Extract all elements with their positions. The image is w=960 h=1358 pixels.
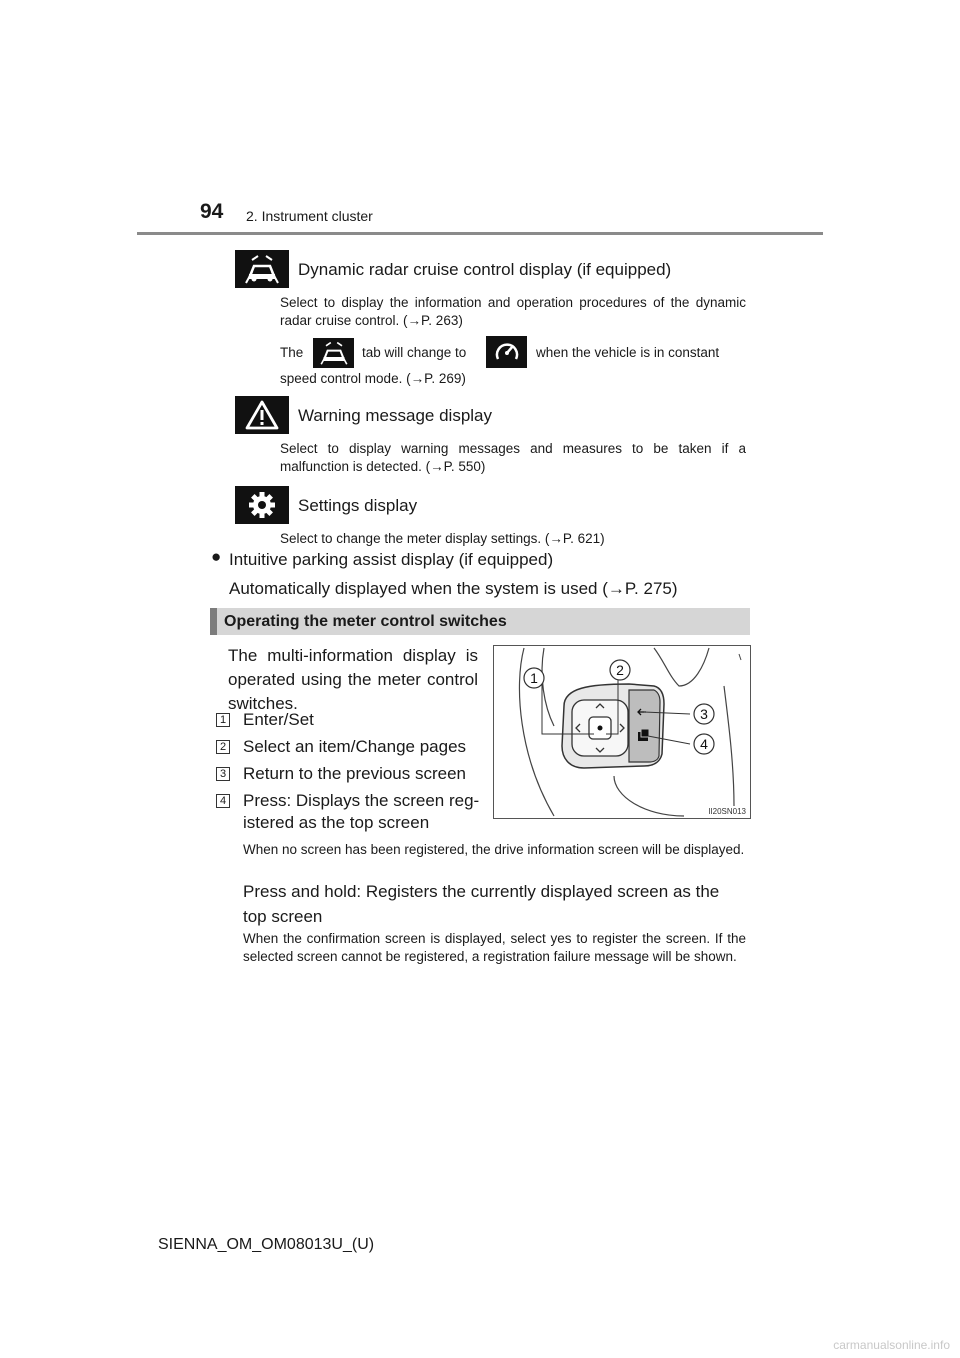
steering-switch-diagram [493, 645, 751, 819]
speed-control-gauge-icon [486, 336, 527, 368]
hold-note: When the confirmation screen is displayed, select yes to register the screen. If the selected screen cannot be registered, a registration failure message will be shown. [243, 931, 746, 964]
hold-text: Press and hold: Registers the currently displayed screen as the top screen [243, 882, 720, 926]
callout-3: 3 [700, 706, 708, 722]
header-rule [137, 232, 823, 235]
item-desc-radar-cruise: Select to display the information and operation procedures of the dynamic radar cruise control. (→P. 263) [280, 295, 746, 328]
list-item-return: Return to the previous screen [243, 764, 467, 783]
list-item-press-cont: istered as the top screen [243, 813, 430, 832]
item-desc-settings: Select to change the meter display settings. (→P. 621) [280, 531, 605, 546]
press-note: When no screen has been registered, the drive information screen will be displayed. [243, 842, 745, 857]
gear-icon [235, 486, 289, 524]
list-number-1: 1 [216, 713, 230, 727]
list-number-3: 3 [216, 767, 230, 781]
intro-line-2: operated using the meter control [228, 670, 478, 689]
item-title-radar-cruise: Dynamic radar cruise control display (if equipped) [298, 260, 672, 279]
callout-1: 1 [530, 670, 538, 686]
footer-doc-code: SIENNA_OM_OM08013U_(U) [158, 1236, 375, 1253]
callout-4: 4 [700, 736, 708, 752]
page-number: 94 [200, 200, 224, 223]
note-text-middle: tab will change to [362, 345, 467, 360]
callout-2: 2 [616, 662, 624, 678]
list-number-2: 2 [216, 740, 230, 754]
item-title-warning: Warning message display [298, 406, 493, 425]
radar-cruise-car-icon [313, 338, 354, 368]
note-text-line2: speed control mode. (→P. 269) [280, 371, 466, 386]
list-number-4: 4 [216, 794, 230, 808]
item-title-settings: Settings display [298, 496, 418, 515]
section-title: 2. Instrument cluster [246, 208, 373, 224]
section-heading: Operating the meter control switches [224, 613, 507, 630]
diagram-code: II20SN013 [708, 807, 746, 816]
list-item-select: Select an item/Change pages [243, 737, 467, 756]
list-item-enter-set: Enter/Set [243, 710, 314, 729]
radar-cruise-car-icon [235, 250, 289, 288]
list-item-press: Press: Displays the screen reg- [243, 791, 480, 810]
item-desc-warning: Select to display warning messages and measures to be taken if a malfunction is detected. (→P. 550) [280, 441, 746, 474]
bullet-desc: Automatically displayed when the system is used (→P. 275) [229, 579, 678, 598]
note-text-after: when the vehicle is in constant [536, 345, 720, 360]
watermark: carmanualsonline.info [833, 1338, 950, 1352]
bullet-dot: ● [211, 547, 222, 566]
bullet-title: Intuitive parking assist display (if equipped) [229, 550, 554, 569]
warning-triangle-icon [235, 396, 289, 434]
intro-line-3: switches. [228, 694, 298, 713]
intro-line-1: The multi-information display is [228, 646, 478, 665]
note-text-before: The [280, 345, 304, 360]
